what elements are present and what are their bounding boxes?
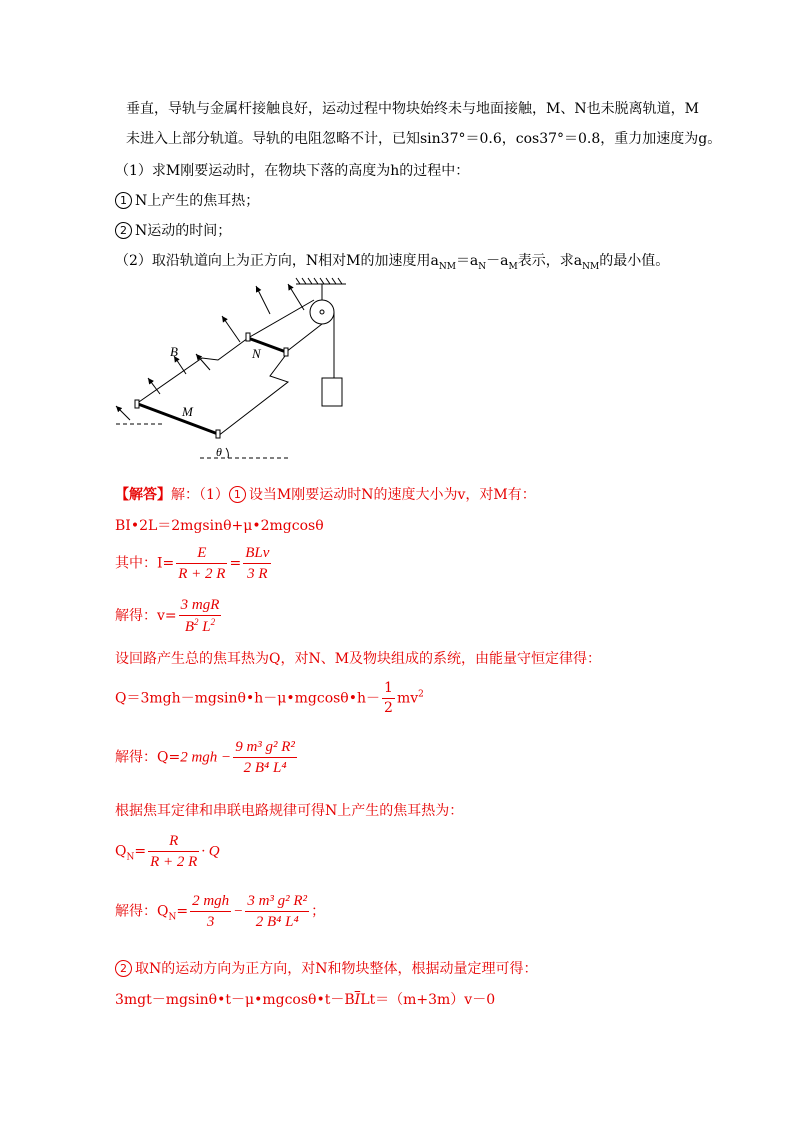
- fraction: $\frac{E}{R + 2 R}$: [178, 545, 226, 582]
- rod-m: [138, 404, 218, 434]
- equation-momentum: $3mgt-mgsin\theta•t-\mu•mgcos\theta•t-B\overline{I}Lt=(m+3m)v-0$: [115, 992, 496, 1008]
- problem-line-2: 未进入上部分轨道。导轨的电阻忽略不计，已知sin37°＝0.6，cos37°＝0.8，重力加速度为g。: [126, 131, 722, 147]
- equation-heat-n-result: 解得：$Q_N=$ $\frac{\text{2 mgh}}{3}$ − $\frac{\text{3 m³ g² R²}}{\text{2 B⁴ L⁴}}$ ；: [115, 893, 326, 930]
- field-arrow-7: [288, 284, 304, 310]
- rod-m-end-left: [135, 400, 139, 408]
- fraction: $\frac{\text{3 m³ g² R²}}{\text{2 B⁴ L⁴}}$: [247, 893, 308, 930]
- rod-n-end-left: [246, 333, 250, 341]
- equation-force-balance: BI•2L＝2mgsinθ+μ•2mgcosθ: [115, 518, 324, 534]
- field-arrow-5: [222, 316, 240, 342]
- lower-rail-near: [218, 352, 288, 436]
- label-theta: θ: [216, 445, 222, 459]
- upper-rail-far: [248, 300, 314, 338]
- theta-arc: [226, 448, 228, 458]
- solution-heading: 【解答】解：（1） 1 设当M刚要运动时N的速度大小为v，对M有：: [115, 487, 536, 503]
- hanging-block: [322, 378, 342, 406]
- label-m: M: [182, 404, 193, 419]
- field-arrow-6: [256, 286, 270, 314]
- rod-m-end-right: [216, 430, 220, 438]
- fraction: $\frac{\text{3 mgR}}{B^2 L^2}$: [180, 597, 220, 635]
- solution-part-2: 2 取N的运动方向为正方向，对N和物块整体，根据动量定理可得：: [115, 958, 538, 978]
- question-1-part-1: 1 N上产生的焦耳热；: [115, 190, 259, 210]
- circled-number: 2: [115, 222, 132, 239]
- circled-number: 2: [115, 960, 132, 977]
- ceiling-hatch: [296, 278, 342, 284]
- fraction: $\frac{\text{9 m³ g² R²}}{\text{2 B⁴ L⁴}}$: [235, 739, 295, 776]
- field-arrow-1: [116, 406, 130, 420]
- pulley-axle: [320, 310, 324, 314]
- energy-statement: 设回路产生总的焦耳热为Q，对N、M及物块组成的系统，由能量守恒定律得：: [115, 651, 602, 667]
- fraction: $\frac{R}{R + 2 R}$: [150, 833, 198, 870]
- label-n: N: [252, 346, 261, 361]
- rod-n-end-right: [284, 348, 288, 356]
- upper-rail-near: [286, 324, 322, 352]
- fraction: $\frac{\text{BLv}}{3 R}$: [245, 545, 270, 582]
- equation-heat-n: $Q_N=$ $\frac{R}{R + 2 R}$ · Q: [115, 833, 220, 870]
- label-b: B: [170, 344, 178, 359]
- question-1-part-2: 2 N运动的时间；: [115, 220, 231, 240]
- circled-number: 1: [115, 192, 132, 209]
- equation-velocity: 解得：v= $\frac{\text{3 mgR}}{B^2 L^2}$: [115, 597, 220, 635]
- question-1: （1）求M刚要运动时，在物块下落的高度为h的过程中：: [115, 163, 470, 179]
- fraction: $\frac{1}{2}$: [384, 680, 393, 716]
- equation-total-heat: 解得：Q=2 mgh − $\frac{\text{9 m³ g² R²}}{\text{2 B⁴ L⁴}}$: [115, 739, 295, 776]
- circled-number: 1: [229, 486, 246, 503]
- question-2: （2）取沿轨道向上为正方向，N相对M的加速度用$a_{NM}=a_N-a_M$表示，求$a_{NM}$的最小值。: [115, 253, 670, 272]
- joule-statement: 根据焦耳定律和串联电路规律可得N上产生的焦耳热为：: [115, 803, 464, 819]
- lower-rail-far: [136, 338, 248, 404]
- equation-energy: Q＝3mgh－mgsinθ•h－μ•mgcosθ•h－ $\frac{1}{2}$ $mv^2$: [115, 680, 424, 716]
- fraction: $\frac{\text{2 mgh}}{3}$: [192, 893, 230, 930]
- field-arrow-4: [196, 354, 210, 370]
- rail-figure: [110, 270, 360, 465]
- pulley-icon: [310, 300, 334, 324]
- problem-line-1: 垂直，导轨与金属杆接触良好，运动过程中物块始终未与地面接触，M、N也未脱离轨道，M: [126, 101, 699, 117]
- equation-current: 其中：I= $\frac{E}{R + 2 R}$ = $\frac{\text{BLv}}{3 R}$: [115, 545, 270, 582]
